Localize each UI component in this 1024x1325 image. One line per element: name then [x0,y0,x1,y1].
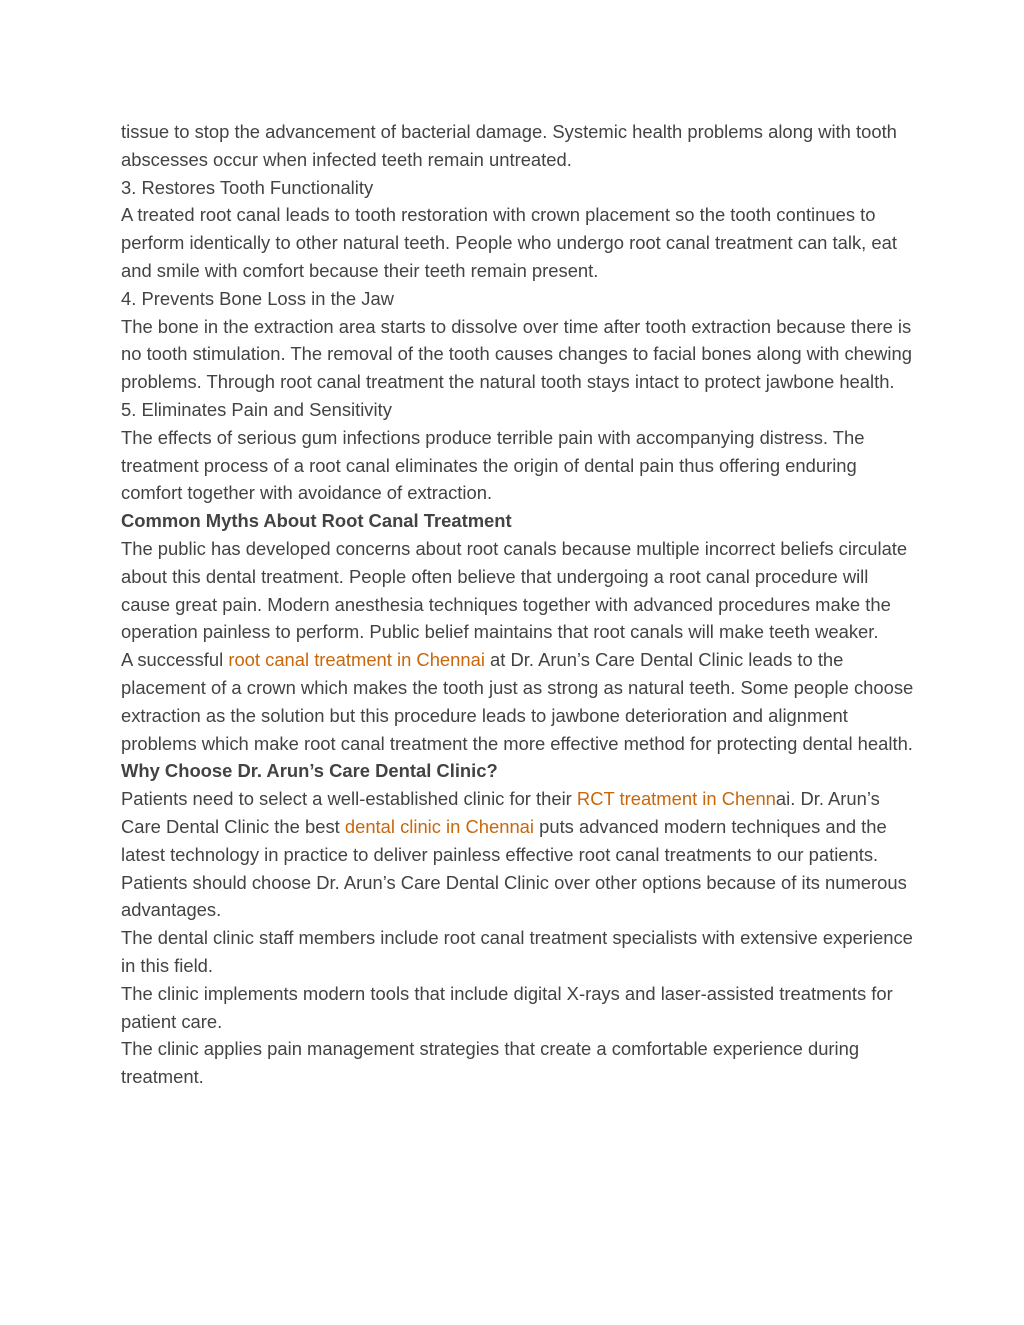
root-canal-chennai-link[interactable]: root canal treatment in Chennai [228,649,485,671]
why-text-post: puts advanced modern techniques and the latest technology in practice to deliver painless effective root canal treatments to our patients. [121,815,887,865]
item-3-body: A treated root canal leads to tooth restoration with crown placement so the tooth continues to perform identically to other natural teeth. People who undergo root canal treatment can talk, eat and smile with comfort because their teeth remain present. [121,204,897,281]
why-text-pre: Patients need to select a well-established clinic for their [121,788,577,810]
item-5-body: The effects of serious gum infections produce terrible pain with accompanying distress. The treatment process of a root canal eliminates the origin of dental pain thus offering enduring comfort together with avoidance of extraction. [121,426,865,504]
paragraph-bacterial-damage: tissue to stop the advancement of bacterial damage. Systemic health problems along with tooth abscesses occur when infected teeth remain untreated. [121,121,897,170]
advantage-pain-management: The clinic applies pain management strategies that create a comfortable experience during treatment. [121,1038,860,1088]
why-text-mid: ai. Dr. Arun’s Care Dental Clinic the best [121,788,880,837]
myths-heading: Common Myths About Root Canal Treatment [121,510,512,532]
item-5-title: 5. Eliminates Pain and Sensitivity [121,398,392,420]
why-choose-paragraph [121,785,921,868]
advantage-modern-tools: The clinic implements modern tools that include digital X-rays and laser-assisted treatments for patient care. [121,982,893,1032]
rct-treatment-chennai-link[interactable]: RCT treatment in Chenn [576,788,776,810]
advantage-specialists: The dental clinic staff members include root canal treatment specialists with extensive experience in this field. [121,927,913,976]
advantages-intro: Patients should choose Dr. Arun’s Care Dental Clinic over other options because of its numerous advantages. [121,871,907,921]
success-text-pre: A successful [121,649,229,671]
myths-body: The public has developed concerns about root canals because multiple incorrect beliefs circulate about this dental treatment. People often believe that undergoing a root canal procedure will cause great pain. Modern anesthesia techniques together with advanced procedures make the operation painless to perform. Public belief maintains that root canals will make teeth weaker. [121,537,908,643]
item-4-body: The bone in the extraction area starts to dissolve over time after tooth extraction because there is no tooth stimulation. The removal of the tooth causes changes to facial bones along with chewing problems. Through root canal treatment the natural tooth stays intact to protect jawbone health. [121,315,912,393]
item-3-title: 3. Restores Tooth Functionality [121,176,374,198]
item-4-title: 4. Prevents Bone Loss in the Jaw [121,287,394,309]
document-page [121,118,921,1091]
dental-clinic-chennai-link[interactable]: dental clinic in Chennai [344,815,534,837]
successful-treatment-paragraph [121,646,921,757]
success-text-post: at Dr. Arun’s Care Dental Clinic leads to the placement of a crown which makes the tooth just as strong as natural teeth. Some people choose extraction as the solution but this procedure leads to jawbone deterioration and alignment problems which make root canal treatment the more effective method for protecting dental health. [121,649,914,754]
why-choose-heading: Why Choose Dr. Arun’s Care Dental Clinic? [121,760,498,782]
